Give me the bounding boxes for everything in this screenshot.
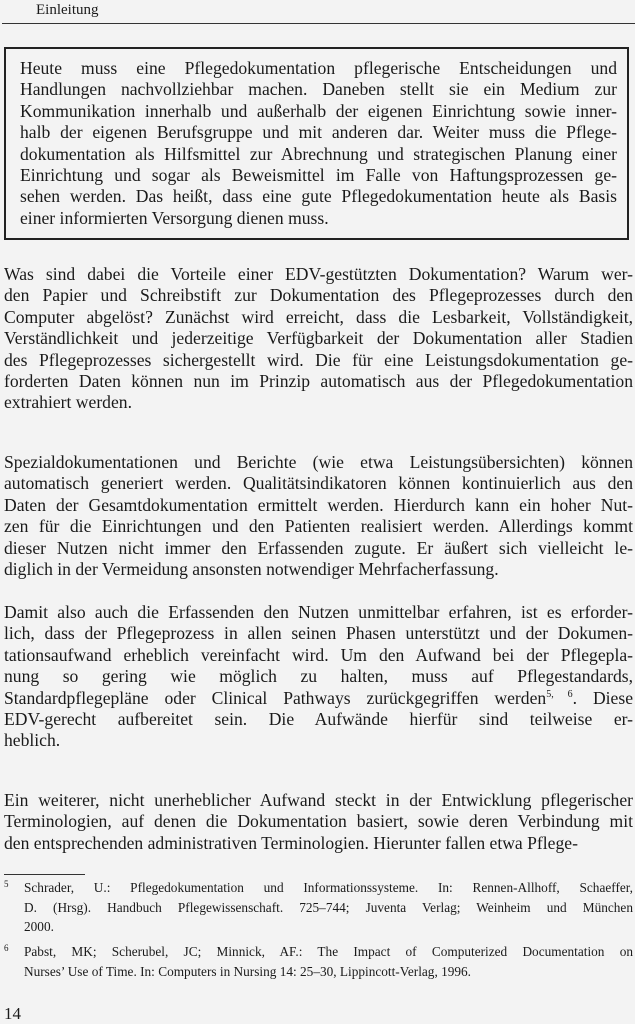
- footnote-number: 6: [4, 943, 9, 953]
- text-line: Terminologien, auf denen die Dokumentation basiert, sowie deren Verbindung mit: [4, 811, 633, 832]
- text-line: extrahiert werden.: [4, 392, 132, 413]
- text-line: halb der eigenen Berufsgruppe und mit anderen dar. Weiter muss die Pflege-: [20, 122, 617, 143]
- text-line: Nurses’ Use of Time. In: Computers in Nursing 14: 25–30, Lippincott-Verlag, 1996.: [24, 963, 472, 979]
- text-line: Schrader, U.: Pflegedokumentation und Informationssysteme. In: Rennen-Allhoff, Schaeffer,: [24, 880, 633, 895]
- text-line: forderten Daten können nun im Prinzip automatisch aus der Pflegedokumentation: [4, 371, 633, 392]
- text-line: lich, dass der Pflegeprozess in allen seinen Phasen unterstützt und der Dokumen-: [4, 623, 633, 644]
- text-line: Verständlichkeit und jederzeitige Verfügbarkeit der Dokumentation aller Stadien: [4, 328, 633, 349]
- boxed-text: [4, 47, 629, 240]
- text-line: Spezialdokumentationen und Berichte (wie etwa Leistungsübersichten) können: [4, 452, 633, 472]
- footnote-number: 5: [4, 879, 9, 889]
- text-line: automatisch generiert werden. Qualitätsindikatoren können kontinuierlich aus den: [4, 473, 633, 494]
- text-line: den Papier und Schreibstift zur Dokumentation des Pflegeprozesses durch den: [4, 285, 633, 306]
- line-text: Standardpflegepläne oder Clinical Pathways zurückgegriffen werden: [4, 687, 547, 708]
- text-line: diglich in der Vermeidung ansonsten notwendiger Mehrfacherfassung.: [4, 559, 499, 580]
- text-line: EDV-gerecht aufbereitet sein. Die Aufwände hierfür sind teilweise er-: [4, 709, 633, 730]
- text-line: Computer abgelöst? Zunächst wird erreicht, dass die Lesbarkeit, Vollständigkeit,: [4, 306, 633, 327]
- text-line: tationsaufwand erheblich vereinfacht wird. Um den Aufwand bei der Pflegepla-: [4, 644, 633, 665]
- text-line: einer informierten Versorgung dienen muss.: [20, 207, 329, 228]
- text-line: [4, 688, 633, 709]
- text-line: des Pflegeprozesses sichergestellt wird. Die für eine Leistungsdokumentation ge-: [4, 349, 633, 370]
- text-line: nung so gering wie möglich zu halten, muss auf Pflegestandards,: [4, 666, 633, 687]
- footnote-5: [0, 878, 633, 937]
- text-line: sehen werden. Das heißt, dass eine gute Pflegedokumentation heute als Basis: [20, 186, 617, 207]
- footnote-6: [0, 942, 633, 981]
- text-line: dokumentation als Hilfsmittel zur Abrechnung und strategischen Planung einer: [20, 143, 617, 164]
- text-line: Daten der Gesamtdokumentation ermittelt werden. Hierdurch kann ein hoher Nut-: [4, 494, 633, 515]
- paragraph-2: [4, 452, 633, 580]
- header-rule: [2, 23, 635, 24]
- footnote-reference[interactable]: 5, 6: [546, 688, 573, 700]
- text-line: Heute muss eine Pflegedokumentation pflegerische Entscheidungen und: [20, 58, 617, 78]
- page-number: 14: [4, 1004, 21, 1023]
- text-line: zen für die Einrichtungen und den Patienten realisiert werden. Allerdings kommt: [4, 516, 633, 537]
- line-text: . Diese: [572, 687, 634, 708]
- text-line: D. (Hrsg). Handbuch Pflegewissenschaft. 725–744; Juventa Verlag; Weinheim und München: [24, 899, 633, 915]
- text-line: Damit also auch die Erfassenden den Nutzen unmittelbar erfahren, ist es erforder-: [4, 602, 633, 622]
- text-line: Pabst, MK; Scherubel, JC; Minnick, AF.: The Impact of Computerized Documentation on: [24, 944, 633, 959]
- running-header: Einleitung: [36, 2, 99, 18]
- text-line: Was sind dabei die Vorteile einer EDV-gestützten Dokumentation? Warum wer-: [4, 264, 633, 284]
- paragraph-1: [4, 264, 633, 414]
- text-line: 2000.: [24, 919, 54, 934]
- paragraph-3: [4, 602, 633, 752]
- text-line: Einrichtung und sogar als Beweismittel im Falle von Haftungsprozessen ge-: [20, 165, 617, 186]
- text-line: Ein weiterer, nicht unerheblicher Aufwand steckt in der Entwicklung pflegerischer: [4, 790, 633, 810]
- text-line: Kommunikation innerhalb und außerhalb der eigenen Einrichtung sowie inner-: [20, 100, 617, 121]
- paragraph-4: [4, 790, 633, 854]
- footnote-rule: [4, 874, 85, 875]
- text-line: Handlungen nachvollziehbar machen. Daneben stellt sie ein Medium zur: [20, 79, 617, 100]
- text-line: dieser Nutzen nicht immer den Erfassenden zugute. Er äußert sich vielleicht le-: [4, 537, 633, 558]
- text-line: den entsprechenden administrativen Terminologien. Hierunter fallen etwa Pflege-: [4, 832, 578, 853]
- text-line: heblich.: [4, 730, 61, 751]
